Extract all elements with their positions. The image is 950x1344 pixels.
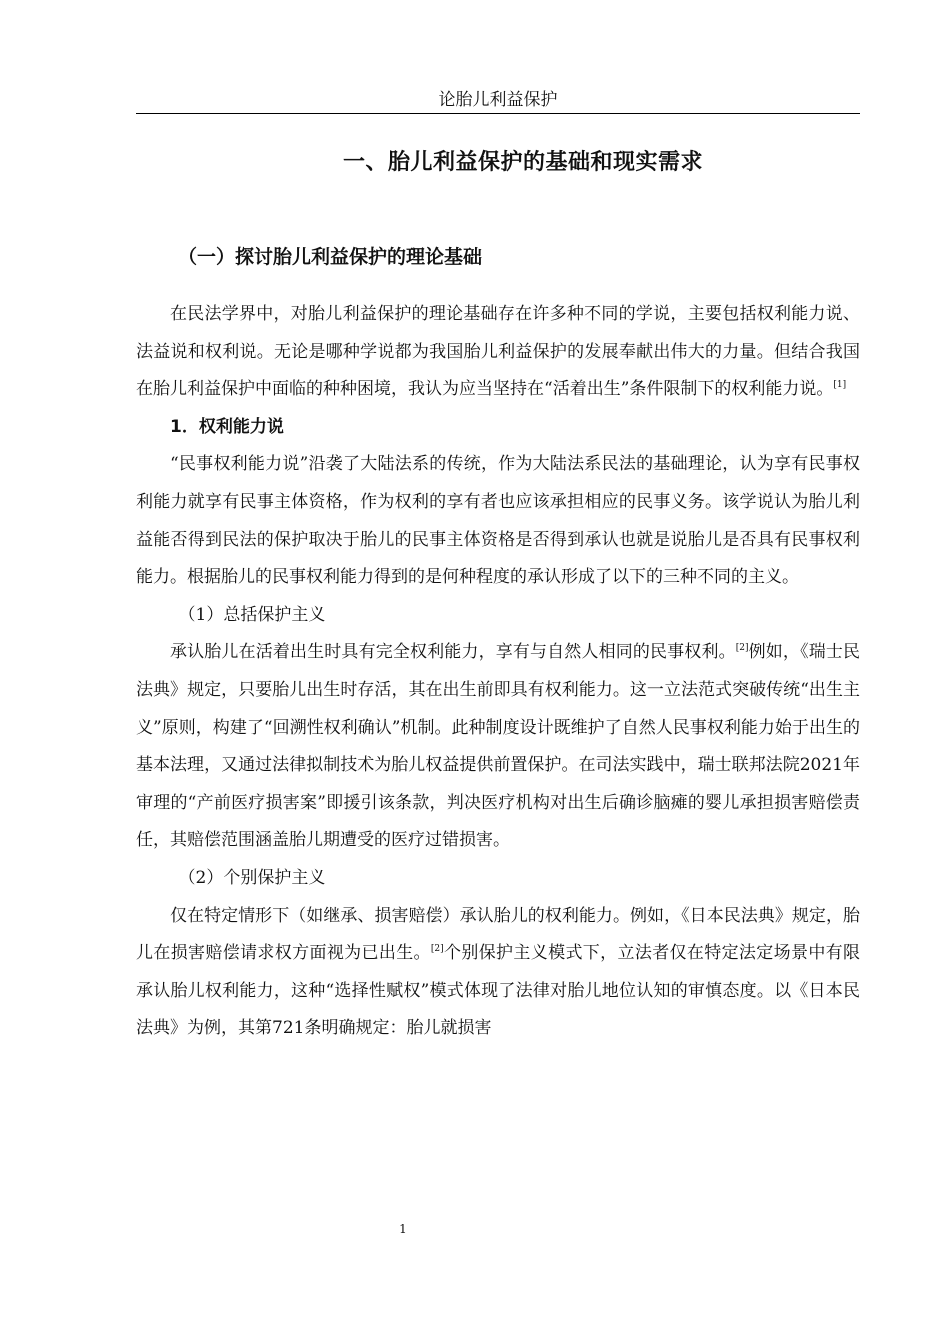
paragraph-text: 例如，《瑞士民法典》规定，只要胎儿出生时存活，其在出生前即具有权利能力。这一立法范式突破传统“出生主义”原则，构建了“回溯性权利确认”机制。此种制度设计既维护了自然人民事权利能力始于出生的基本法理，又通过法律拟制技术为胎儿权益提供前置保护。在司法实践中，瑞士联邦法院2021年审理的“产前医疗损害案”即援引该条款，判决医疗机构对出生后确诊脑瘫的婴儿承担损害赔偿责任，其赔偿范围涵盖胎儿期遭受的医疗过错损害。 xyxy=(136,642,861,851)
citation-ref: [2] xyxy=(735,643,749,654)
citation-ref: [1] xyxy=(833,380,847,391)
item-heading: （1）总括保护主义 xyxy=(178,604,326,625)
paragraph-text: 承认胎儿在活着出生时具有完全权利能力，享有与自然人相同的民事权利。 xyxy=(170,642,736,663)
paragraph-text: 在民法学界中，对胎儿利益保护的理论基础存在许多种不同的学说，主要包括权利能力说、法益说和权利说。无论是哪种学说都为我国胎儿利益保护的发展奉献出伟大的力量。但结合我国在胎儿利益保护中面临的种种困境，我认为应当坚持在“活着出生”条件限制下的权利能力说。 xyxy=(136,304,860,400)
citation-ref: [2] xyxy=(430,944,444,955)
page-number: 1 xyxy=(399,1222,407,1236)
chapter-title: 一、胎儿利益保护的基础和现实需求 xyxy=(342,150,703,175)
paragraph xyxy=(136,296,860,409)
paragraph xyxy=(136,634,860,860)
running-header: 论胎儿利益保护 xyxy=(136,88,860,114)
body-text xyxy=(136,296,860,1048)
paragraph xyxy=(136,898,860,1048)
paragraph-text: 个别保护主义模式下，立法者仅在特定法定场景中有限承认胎儿权利能力，这种“选择性赋权”模式体现了法律对胎儿地位认知的审慎态度。以《日本民法典》为例，其第721条明确规定：胎儿就损害 xyxy=(136,943,861,1039)
item-heading: （2）个别保护主义 xyxy=(178,867,326,888)
paragraph-text: 仅在特定情形下（如继承、损害赔偿）承认胎儿的权利能力。例如，《日本民法典》规定，胎儿在损害赔偿请求权方面视为已出生。 xyxy=(136,905,860,964)
paragraph: “民事权利能力说”沿袭了大陆法系的传统，作为大陆法系民法的基础理论，认为享有民事权利能力就享有民事主体资格，作为权利的享有者也应该承担相应的民事义务。该学说认为胎儿利益能否得到民法的保护取决于胎儿的民事主体资格是否得到承认也就是说胎儿是否具有民事权利能力。根据胎儿的民事权利能力得到的是何种程度的承认形成了以下的三种不同的主义。 xyxy=(136,454,860,588)
subsection-heading: 1．权利能力说 xyxy=(170,416,284,437)
section-title: （一）探讨胎儿利益保护的理论基础 xyxy=(178,246,483,268)
